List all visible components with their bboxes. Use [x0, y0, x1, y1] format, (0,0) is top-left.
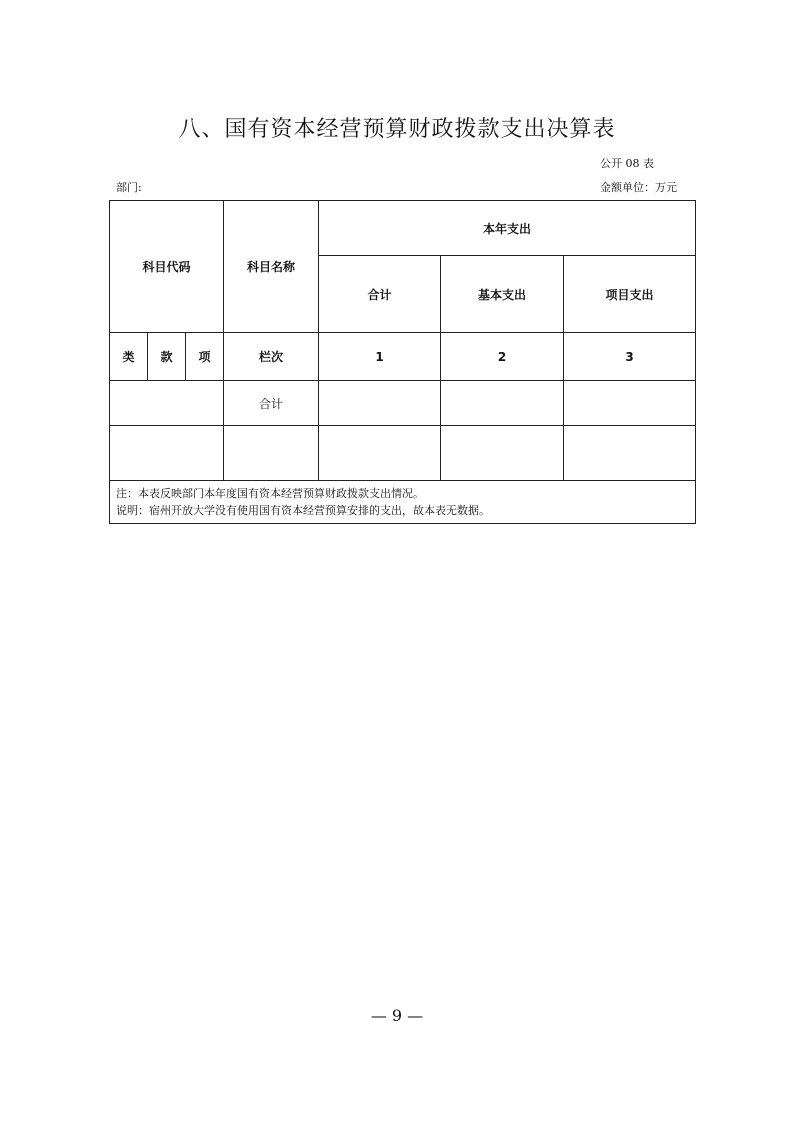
explanation-text: 说明：宿州开放大学没有使用国有资本经营预算安排的支出，故本表无数据。: [116, 504, 490, 517]
total-row-project: [564, 381, 696, 426]
header-subject-code: 科目代码: [110, 201, 224, 333]
total-row-basic: [441, 381, 564, 426]
department-label: 部门:: [116, 181, 142, 194]
empty-row: [110, 426, 696, 481]
index-col1: 1: [319, 333, 441, 381]
index-item: 项: [186, 333, 224, 381]
header-basic-expense: 基本支出: [441, 256, 564, 333]
index-category: 类: [110, 333, 148, 381]
page-number: — 9 —: [370, 1006, 424, 1025]
header-current-year-expense: 本年支出: [319, 201, 696, 256]
total-row-code: [110, 381, 224, 426]
unit-label: 金额单位：万元: [600, 181, 677, 194]
notes-cell: [110, 481, 696, 524]
header-total: 合计: [319, 256, 441, 333]
form-code: 公开 08 表: [600, 157, 654, 170]
index-row: [110, 333, 696, 381]
header-subject-name: 科目名称: [224, 201, 319, 333]
page-title: 八、国有资本经营预算财政拨款支出决算表: [178, 117, 616, 142]
empty-row-project: [564, 426, 696, 481]
empty-row-total: [319, 426, 441, 481]
index-col2: 2: [441, 333, 564, 381]
index-column-label: 栏次: [224, 333, 319, 381]
empty-row-name: [224, 426, 319, 481]
total-row-total: [319, 381, 441, 426]
budget-table: [109, 200, 696, 524]
total-row-label: 合计: [224, 381, 319, 426]
empty-row-basic: [441, 426, 564, 481]
note-text: 注：本表反映部门本年度国有资本经营预算财政拨款支出情况。: [116, 487, 424, 500]
empty-row-code: [110, 426, 224, 481]
index-section: 款: [148, 333, 186, 381]
index-col3: 3: [564, 333, 696, 381]
header-project-expense: 项目支出: [564, 256, 696, 333]
total-row: [110, 381, 696, 426]
